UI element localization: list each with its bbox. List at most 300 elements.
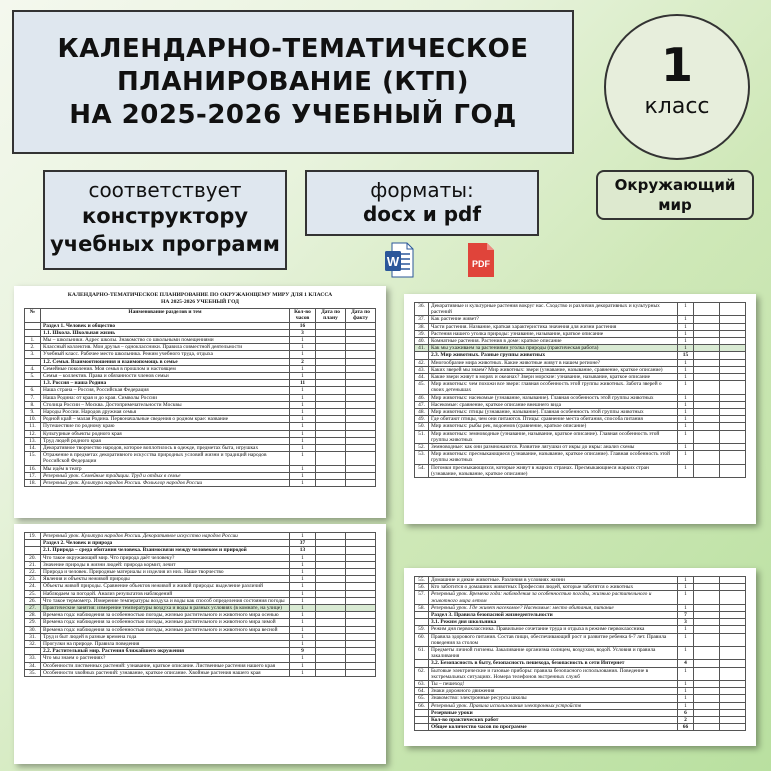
table-row	[25, 583, 376, 590]
row-plan-date	[694, 303, 720, 316]
row-hours: 1	[678, 577, 694, 584]
table-row	[415, 330, 746, 337]
table-row	[415, 584, 746, 591]
row-number: 17.	[25, 472, 41, 479]
row-plan-date	[694, 577, 720, 584]
row-plan-date	[694, 430, 720, 443]
row-topic: Декоративное творчество народов, которое воплотилось в одежде, предметах быта, игрушках	[41, 445, 290, 452]
row-fact-date	[346, 465, 376, 472]
col-plan-date: Дата по плану	[316, 309, 346, 322]
table-row	[25, 533, 376, 540]
row-fact-date	[346, 416, 376, 423]
row-fact-date	[346, 576, 376, 583]
row-fact-date	[346, 554, 376, 561]
row-topic: Насекомые: сравнение, краткое описание внешнего вида	[429, 401, 678, 408]
table-row	[25, 394, 376, 401]
row-hours: 1	[678, 667, 694, 680]
row-number: 51.	[415, 430, 429, 443]
formats-line-2: docx и pdf	[362, 202, 482, 226]
table-row	[415, 359, 746, 366]
row-number: 12.	[25, 430, 41, 437]
row-hours: 7	[678, 612, 694, 619]
row-number	[415, 352, 429, 359]
row-number: 63.	[415, 681, 429, 688]
row-number: 53.	[415, 451, 429, 464]
row-plan-date	[694, 688, 720, 695]
table-row	[25, 554, 376, 561]
row-fact-date	[720, 633, 746, 646]
row-plan-date	[316, 648, 346, 655]
row-topic: Мир животных: насекомые (узнавание, называние). Главная особенность этой группы животных	[429, 394, 678, 401]
subject-line-1: Окружающий	[614, 176, 736, 194]
row-fact-date	[720, 591, 746, 604]
section-row	[415, 724, 746, 731]
row-plan-date	[316, 329, 346, 336]
row-number	[415, 709, 429, 716]
row-topic: Особенности хвойных растений: узнавание, краткое описание. Хвойные растения нашего края	[41, 669, 290, 676]
row-plan-date	[316, 547, 346, 554]
row-number: 26.	[25, 597, 41, 604]
row-hours: 1	[678, 303, 694, 316]
row-fact-date	[346, 409, 376, 416]
table-row	[415, 647, 746, 660]
row-fact-date	[346, 540, 376, 547]
row-topic: Резервный урок. Правила использования электронных устройств	[429, 702, 678, 709]
row-number: 3.	[25, 351, 41, 358]
row-fact-date	[346, 590, 376, 597]
row-hours: 1	[678, 338, 694, 345]
row-number	[415, 717, 429, 724]
row-hours: 1	[290, 655, 316, 662]
table-row	[25, 337, 376, 344]
row-fact-date	[720, 451, 746, 464]
row-topic: Резервный урок. Где живет насекомое? Насекомые: место обитания, питание	[429, 604, 678, 611]
row-fact-date	[346, 472, 376, 479]
row-hours: 1	[678, 464, 694, 477]
table-row	[415, 591, 746, 604]
row-plan-date	[316, 416, 346, 423]
row-fact-date	[346, 561, 376, 568]
row-plan-date	[694, 612, 720, 619]
row-number: 13.	[25, 437, 41, 444]
row-hours: 1	[678, 374, 694, 381]
row-number: 24.	[25, 583, 41, 590]
row-fact-date	[346, 358, 376, 365]
row-topic: Резервный урок. Семейные традиции. Труд и отдых в семье	[41, 472, 290, 479]
row-topic: 1.2. Семья. Взаимоотношения и взаимопомощь в семье	[41, 358, 290, 365]
row-number: 41.	[415, 345, 429, 352]
row-number: 18.	[25, 480, 41, 487]
row-topic: Значение природы в жизни людей: природа кормит, лечит	[41, 561, 290, 568]
row-fact-date	[346, 641, 376, 648]
row-plan-date	[316, 472, 346, 479]
row-hours: 3	[678, 619, 694, 626]
row-fact-date	[346, 344, 376, 351]
row-plan-date	[316, 365, 346, 372]
table-row	[25, 612, 376, 619]
section-row	[415, 352, 746, 359]
row-number: 59.	[415, 626, 429, 633]
row-hours: 11	[290, 380, 316, 387]
row-topic: Предметы личной гигиены. Закаливание организма солнцем, воздухом, водой. Условия и правила закаливания	[429, 647, 678, 660]
row-topic: Где обитают птицы, чем они питаются. Птицы: сравнение места обитания, способа питания	[429, 416, 678, 423]
compat-line-1: соответствует	[88, 178, 242, 202]
row-fact-date	[346, 322, 376, 329]
row-hours: 1	[290, 605, 316, 612]
page-title	[58, 33, 529, 132]
row-plan-date	[694, 702, 720, 709]
pdf-icon	[466, 242, 496, 278]
row-number: 19.	[25, 533, 41, 540]
row-number: 55.	[415, 577, 429, 584]
row-number: 45.	[415, 381, 429, 394]
row-topic: Ты – пешеход!	[429, 681, 678, 688]
row-hours: 1	[290, 344, 316, 351]
row-hours: 1	[290, 337, 316, 344]
document-title-line-2: НА 2025-2026 УЧЕБНЫЙ ГОД	[161, 298, 239, 305]
ktp-table-4	[414, 576, 746, 731]
row-hours: 1	[290, 569, 316, 576]
row-number	[415, 619, 429, 626]
col-fact-date: Дата по факту	[346, 309, 376, 322]
formats-banner	[305, 170, 539, 236]
row-hours: 1	[290, 452, 316, 465]
row-hours: 1	[290, 561, 316, 568]
table-row	[415, 464, 746, 477]
row-number: 39.	[415, 330, 429, 337]
formats-line-1: форматы:	[370, 178, 474, 202]
table-row	[25, 445, 376, 452]
row-topic: Мы идём в театр	[41, 465, 290, 472]
row-number: 61.	[415, 647, 429, 660]
row-plan-date	[694, 717, 720, 724]
row-hours: 1	[290, 612, 316, 619]
row-fact-date	[720, 695, 746, 702]
row-topic: 3.1. Режим дня школьника	[429, 619, 678, 626]
row-number: 31.	[25, 633, 41, 640]
table-row	[415, 667, 746, 680]
row-plan-date	[316, 373, 346, 380]
row-topic: Культурные объекты родного края	[41, 430, 290, 437]
row-number: 36.	[415, 303, 429, 316]
row-plan-date	[694, 359, 720, 366]
row-number: 27.	[25, 605, 41, 612]
table-row	[415, 366, 746, 373]
table-row	[415, 451, 746, 464]
row-hours: 1	[678, 416, 694, 423]
row-number	[25, 540, 41, 547]
document-page-1	[14, 286, 386, 518]
row-hours: 1	[290, 472, 316, 479]
row-hours: 13	[290, 547, 316, 554]
row-topic: Мир животных: рыбы рек, водоемов (сравнение, краткое описание)	[429, 423, 678, 430]
row-number: 22.	[25, 569, 41, 576]
table-row	[25, 351, 376, 358]
row-hours: 9	[290, 648, 316, 655]
document-title	[14, 286, 386, 308]
row-fact-date	[346, 387, 376, 394]
title-line-2: ПЛАНИРОВАНИЕ (КТП)	[117, 66, 469, 97]
row-topic: Раздел 3. Правила безопасной жизнедеятельности	[429, 612, 678, 619]
row-fact-date	[720, 394, 746, 401]
table-row	[415, 702, 746, 709]
row-topic: Потомки пресмыкающихся, которые живут в жарких странах. Пресмыкающиеся жарких стран (узнавание, называние, краткое описание)	[429, 464, 678, 477]
row-fact-date	[720, 374, 746, 381]
row-fact-date	[346, 380, 376, 387]
row-plan-date	[694, 604, 720, 611]
row-number: 50.	[415, 423, 429, 430]
row-number: 64.	[415, 688, 429, 695]
row-hours: 1	[678, 604, 694, 611]
row-hours: 66	[678, 724, 694, 731]
row-topic: Каких зверей мы знаем? Мир животных: звери (узнавание, называние, сравнение, краткое описание)	[429, 366, 678, 373]
row-number: 38.	[415, 323, 429, 330]
row-number: 20.	[25, 554, 41, 561]
row-number	[415, 660, 429, 667]
row-hours: 1	[290, 437, 316, 444]
row-topic: Резервные уроки	[429, 709, 678, 716]
row-fact-date	[720, 724, 746, 731]
row-number: 62.	[415, 667, 429, 680]
col-topic: Наименование разделов и тем	[41, 309, 290, 322]
row-topic: Раздел 1. Человек и общество	[41, 322, 290, 329]
row-plan-date	[316, 337, 346, 344]
row-number: 30.	[25, 626, 41, 633]
row-plan-date	[694, 423, 720, 430]
row-fact-date	[346, 633, 376, 640]
row-plan-date	[694, 626, 720, 633]
row-topic: Времена года: наблюдения за особенностью погоды, жизнью растительного и животного мира весной	[41, 626, 290, 633]
table-row	[415, 303, 746, 316]
row-hours: 1	[290, 626, 316, 633]
row-fact-date	[720, 717, 746, 724]
row-topic: 2.1. Природа – среда обитания человека. Взаимосвязи между человеком и природой	[41, 547, 290, 554]
row-plan-date	[316, 380, 346, 387]
row-topic: Части растения. Название, краткая характеристика значения для жизни растения	[429, 323, 678, 330]
row-hours: 16	[290, 322, 316, 329]
row-plan-date	[316, 423, 346, 430]
table-row	[25, 569, 376, 576]
row-topic: Что такое окружающий мир. Что природа даёт человеку?	[41, 554, 290, 561]
row-number: 5.	[25, 373, 41, 380]
row-plan-date	[694, 667, 720, 680]
row-topic: Комнатные растения. Растения в доме: краткое описание	[429, 338, 678, 345]
row-number: 34.	[25, 662, 41, 669]
row-hours: 1	[678, 394, 694, 401]
row-fact-date	[720, 430, 746, 443]
row-hours: 1	[290, 416, 316, 423]
row-hours: 1	[678, 444, 694, 451]
row-topic: Как растение живет?	[429, 316, 678, 323]
table-row	[415, 423, 746, 430]
row-number	[25, 329, 41, 336]
table-row	[415, 323, 746, 330]
row-fact-date	[346, 365, 376, 372]
row-hours: 1	[678, 591, 694, 604]
section-row	[25, 358, 376, 365]
row-hours: 1	[290, 387, 316, 394]
row-fact-date	[346, 626, 376, 633]
section-row	[415, 660, 746, 667]
row-fact-date	[720, 667, 746, 680]
table-row	[25, 416, 376, 423]
document-page-4	[404, 568, 756, 746]
row-topic: Мы – школьники. Адрес школы. Знакомство со школьными помещениями	[41, 337, 290, 344]
row-plan-date	[694, 444, 720, 451]
row-number: 58.	[415, 604, 429, 611]
row-fact-date	[346, 351, 376, 358]
table-row	[25, 590, 376, 597]
row-hours: 1	[678, 647, 694, 660]
row-number	[25, 380, 41, 387]
row-number: 2.	[25, 344, 41, 351]
table-row	[25, 452, 376, 465]
row-hours: 1	[290, 394, 316, 401]
row-hours: 1	[290, 662, 316, 669]
row-plan-date	[316, 540, 346, 547]
row-number: 23.	[25, 576, 41, 583]
table-row	[25, 344, 376, 351]
row-number: 33.	[25, 655, 41, 662]
row-topic: 2.3. Мир животных. Разные группы животных	[429, 352, 678, 359]
row-plan-date	[694, 345, 720, 352]
row-hours: 1	[290, 619, 316, 626]
row-topic: 3.2. Безопасность в быту, безопасность пешехода, безопасность в сети Интернет	[429, 660, 678, 667]
table-row	[25, 669, 376, 676]
row-topic: Учебный класс. Рабочее место школьника. Режим учебного труда, отдыха	[41, 351, 290, 358]
row-hours: 1	[678, 681, 694, 688]
ktp-table-3	[24, 532, 376, 677]
section-row	[415, 612, 746, 619]
row-hours: 1	[290, 576, 316, 583]
row-plan-date	[316, 655, 346, 662]
table-row	[415, 430, 746, 443]
row-number: 15.	[25, 452, 41, 465]
row-plan-date	[694, 330, 720, 337]
row-number: 37.	[415, 316, 429, 323]
row-plan-date	[316, 401, 346, 408]
row-number: 44.	[415, 374, 429, 381]
table-row	[25, 626, 376, 633]
document-title-line-1: КАЛЕНДАРНО-ТЕМАТИЧЕСКОЕ ПЛАНИРОВАНИЕ ПО ОКРУЖАЮЩЕМУ МИРУ ДЛЯ 1 КЛАССА	[67, 292, 333, 298]
row-hours: 2	[678, 717, 694, 724]
table-row	[25, 387, 376, 394]
row-plan-date	[316, 465, 346, 472]
table-row	[415, 345, 746, 352]
row-fact-date	[720, 316, 746, 323]
compat-banner	[43, 170, 287, 270]
row-topic: Знаки дорожного движения	[429, 688, 678, 695]
row-plan-date	[316, 322, 346, 329]
row-plan-date	[694, 409, 720, 416]
row-number: 42.	[415, 359, 429, 366]
row-hours: 1	[678, 316, 694, 323]
row-fact-date	[720, 416, 746, 423]
row-topic: Наблюдаем за погодой. Анализ результатов наблюдений	[41, 590, 290, 597]
row-topic: Отражение в предметах декоративного искусства природных условий жизни и традиций народов Российской Федерации	[41, 452, 290, 465]
row-plan-date	[316, 633, 346, 640]
row-fact-date	[346, 619, 376, 626]
row-topic: Семья – коллектив. Права и обязанности членов семьи	[41, 373, 290, 380]
row-hours: 1	[678, 430, 694, 443]
table-row	[25, 409, 376, 416]
row-number	[25, 648, 41, 655]
title-banner	[12, 10, 574, 154]
row-topic: Наша Родина: от края и до края. Символы России	[41, 394, 290, 401]
row-plan-date	[694, 323, 720, 330]
row-number: 35.	[25, 669, 41, 676]
row-fact-date	[720, 323, 746, 330]
row-topic: Растения нашего уголка природы: узнавание, называние, краткое описание	[429, 330, 678, 337]
row-fact-date	[346, 533, 376, 540]
table-row	[25, 480, 376, 487]
row-number: 11.	[25, 423, 41, 430]
row-plan-date	[316, 480, 346, 487]
row-fact-date	[720, 423, 746, 430]
row-number: 29.	[25, 619, 41, 626]
row-plan-date	[316, 358, 346, 365]
row-fact-date	[720, 366, 746, 373]
row-hours: 1	[678, 409, 694, 416]
row-plan-date	[694, 338, 720, 345]
row-hours: 1	[290, 430, 316, 437]
table-row	[25, 373, 376, 380]
row-topic: Резервный урок. Времена года: наблюдения за особенностью погоды, жизнью растительного и животного мира летом	[429, 591, 678, 604]
section-row	[415, 619, 746, 626]
row-number: 4.	[25, 365, 41, 372]
row-fact-date	[346, 583, 376, 590]
row-fact-date	[720, 444, 746, 451]
table-row	[415, 401, 746, 408]
row-plan-date	[316, 619, 346, 626]
row-hours: 1	[290, 641, 316, 648]
row-number	[25, 358, 41, 365]
table-row	[415, 338, 746, 345]
row-plan-date	[694, 401, 720, 408]
row-plan-date	[694, 451, 720, 464]
row-hours: 1	[290, 480, 316, 487]
row-hours: 15	[678, 352, 694, 359]
row-topic: Многообразие мира животных. Какие животные живут в нашем регионе?	[429, 359, 678, 366]
row-hours: 1	[290, 583, 316, 590]
table-row	[25, 641, 376, 648]
row-plan-date	[694, 352, 720, 359]
table-row	[415, 316, 746, 323]
row-topic: Родной край – малая Родина. Первоначальные сведения о родном крае: название	[41, 416, 290, 423]
row-hours: 1	[678, 451, 694, 464]
table-row	[415, 394, 746, 401]
row-number: 60.	[415, 633, 429, 646]
row-fact-date	[346, 373, 376, 380]
row-topic: Раздел 2. Человек и природа	[41, 540, 290, 547]
row-hours: 1	[678, 323, 694, 330]
row-topic: 1.3. Россия – наша Родина	[41, 380, 290, 387]
row-topic: Что такое термометр. Измерение температуры воздуха и воды как способ определения состояния погоды	[41, 597, 290, 604]
row-topic: Путешествие по родному краю	[41, 423, 290, 430]
row-number: 54.	[415, 464, 429, 477]
grade-label: класс	[644, 94, 710, 119]
compat-line-2: конструктору	[81, 204, 249, 228]
row-topic: Семейные поколения. Моя семья в прошлом и настоящем	[41, 365, 290, 372]
row-fact-date	[720, 359, 746, 366]
row-plan-date	[316, 626, 346, 633]
row-fact-date	[720, 660, 746, 667]
row-fact-date	[346, 547, 376, 554]
word-letter: W	[386, 254, 400, 269]
row-number: 14.	[25, 445, 41, 452]
row-plan-date	[694, 394, 720, 401]
row-fact-date	[346, 669, 376, 676]
